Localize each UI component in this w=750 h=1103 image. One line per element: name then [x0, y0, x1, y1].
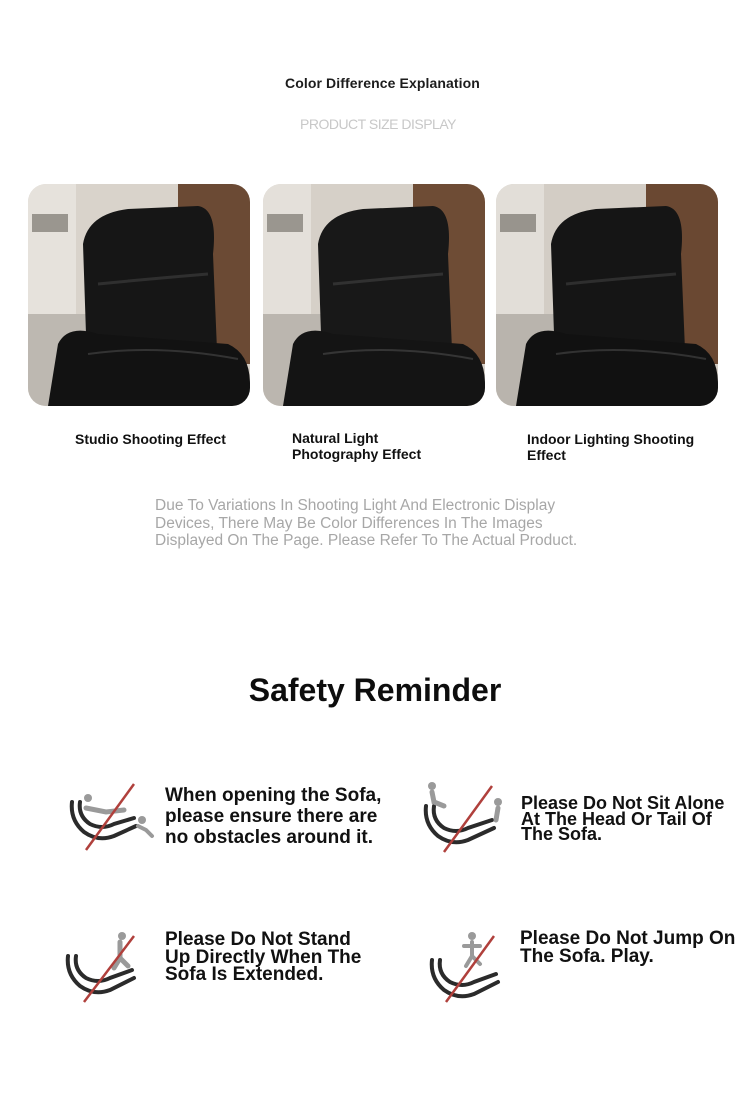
safety-text-no-stand: Please Do Not Stand Up Directly When The Sofa Is Extended. [165, 929, 362, 985]
studio-photo [28, 184, 250, 406]
sofa-photo-natural [263, 184, 485, 406]
product-size-subtitle: PRODUCT SIZE DISPLAY [300, 116, 456, 132]
recliner-no-jump-icon [428, 930, 518, 1010]
recliner-child-obstacle-icon [66, 780, 156, 860]
color-difference-title: Color Difference Explanation [285, 75, 480, 91]
caption-natural-light: Natural Light Photography Effect [292, 430, 422, 462]
recliner-no-stand-icon [62, 930, 152, 1010]
sofa-photo-studio [28, 184, 250, 406]
safety-text-no-jump: Please Do Not Jump On The Sofa. Play. [520, 928, 736, 967]
caption-studio: Studio Shooting Effect [75, 431, 226, 447]
color-difference-note: Due To Variations In Shooting Light And Electronic Display Devices, There May Be Color Differences In The Images Displayed On The Page. Please Refer To The Actual Product. [155, 497, 578, 549]
safety-text-obstacles: When opening the Sofa, please ensure there are no obstacles around it. [165, 785, 382, 848]
recliner-no-sit-edge-icon [422, 778, 512, 858]
caption-indoor-lighting: Indoor Lighting Shooting Effect [527, 431, 695, 463]
safety-reminder-title: Safety Reminder [248, 672, 502, 708]
sofa-photo-indoor [496, 184, 718, 406]
safety-text-no-sit-edge: Please Do Not Sit Alone At The Head Or Tail Of The Sofa. [521, 793, 725, 844]
indoor-lighting-photo [496, 184, 718, 406]
natural-light-photo [263, 184, 485, 406]
